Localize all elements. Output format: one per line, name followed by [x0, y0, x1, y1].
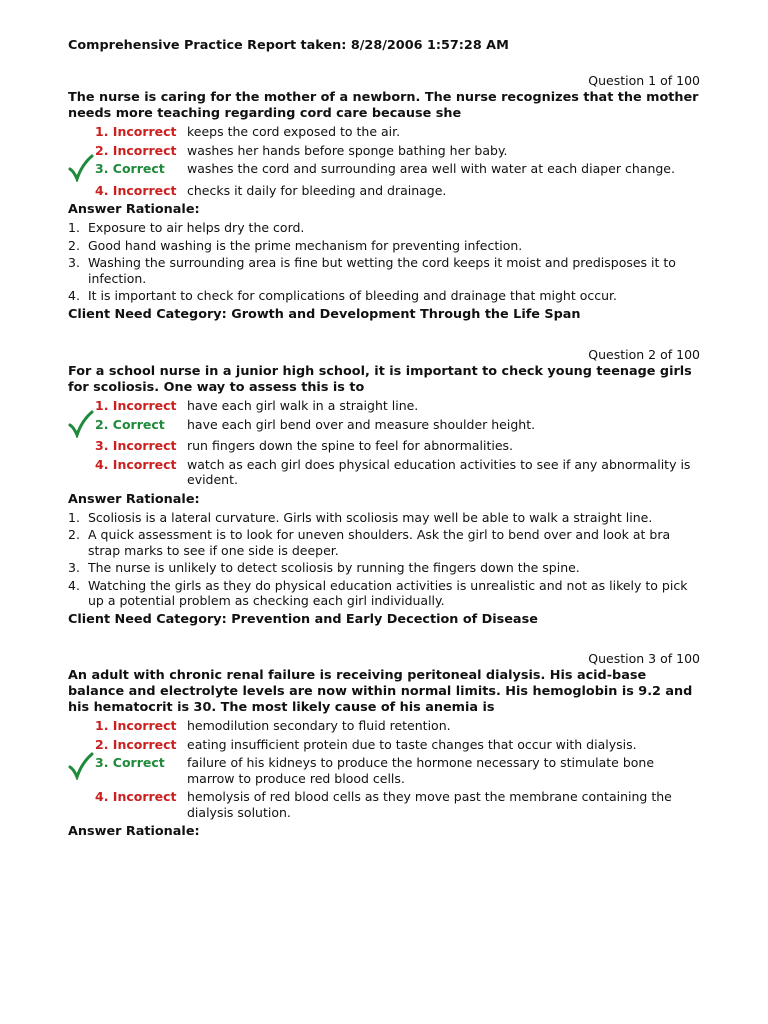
option-text: run fingers down the spine to feel for abnormalities. [187, 438, 514, 453]
rationale-number: 2. [68, 527, 80, 542]
answer-rationale-heading: Answer Rationale: [68, 491, 200, 507]
rationale-number: 3. [68, 560, 80, 575]
rationale-number: 4. [68, 577, 80, 593]
option-text: keeps the cord exposed to the air. [187, 124, 401, 139]
question-1 [68, 73, 700, 323]
rationale-text: Good hand washing is the prime mechanism for preventing infection. [88, 237, 523, 253]
rationale-item [68, 560, 700, 576]
option-text: checks it daily for bleeding and drainage. [187, 182, 447, 198]
report-title: Comprehensive Practice Report taken: 8/28/2006 1:57:28 AM [68, 38, 509, 53]
client-need-category: Client Need Category: Growth and Development Through the Life Span [68, 306, 581, 322]
answer-option [68, 124, 700, 140]
option-status-label: 2. Incorrect [95, 142, 177, 158]
question-number: Question 2 of 100 [588, 347, 700, 362]
rationale-text: The nurse is unlikely to detect scoliosis by running the fingers down the spine. [88, 560, 580, 575]
option-text: hemodilution secondary to fluid retention. [187, 718, 451, 733]
checkmark-icon [68, 752, 94, 780]
rationale-text: A quick assessment is to look for uneven shoulders. Ask the girl to bend over and look at bra strap marks to see if one side is deeper. [88, 527, 671, 558]
checkmark-icon [68, 154, 94, 182]
option-status-label: 3. Correct [95, 161, 165, 176]
option-status-label: 4. Incorrect [95, 456, 177, 472]
question-text: An adult with chronic renal failure is receiving peritoneal dialysis. His acid-base balance and electrolyte levels are now within normal limits. His hemoglobin is 9.2 and his hematocrit is 30. The most likely cause of his anemia is [68, 668, 693, 715]
answer-option [68, 457, 700, 488]
option-status-label: 3. Correct [95, 755, 165, 770]
client-need-category: Client Need Category: Prevention and Early Decection of Disease [68, 611, 538, 627]
rationale-item [68, 578, 700, 609]
rationale-text: Scoliosis is a lateral curvature. Girls with scoliosis may well be able to walk a straight line. [88, 509, 653, 525]
question-number: Question 1 of 100 [588, 73, 700, 88]
option-status-label: 4. Incorrect [95, 182, 177, 198]
option-status-label: 3. Incorrect [95, 438, 177, 453]
option-text: hemolysis of red blood cells as they move past the membrane containing the dialysis solution. [187, 789, 672, 820]
rationale-item [68, 238, 700, 254]
option-text: have each girl bend over and measure shoulder height. [187, 416, 536, 432]
option-text: have each girl walk in a straight line. [187, 398, 419, 413]
answer-option [68, 143, 700, 159]
rationale-item [68, 220, 700, 236]
rationale-number: 4. [68, 288, 80, 303]
rationale-text: It is important to check for complications of bleeding and drainage that might occur. [88, 288, 617, 303]
rationale-number: 1. [68, 509, 80, 525]
answer-option-correct [68, 161, 700, 177]
rationale-number: 2. [68, 237, 80, 253]
rationale-item [68, 527, 700, 558]
answer-option [68, 438, 700, 454]
answer-option [68, 183, 700, 199]
question-text: The nurse is caring for the mother of a newborn. The nurse recognizes that the mother needs more teaching regarding cord care because she [68, 90, 699, 121]
answer-rationale-heading: Answer Rationale: [68, 824, 200, 839]
option-status-label: 2. Correct [95, 416, 165, 432]
option-status-label: 2. Incorrect [95, 736, 177, 752]
option-status-label: 1. Incorrect [95, 718, 177, 733]
question-2 [68, 347, 700, 628]
rationale-list [68, 220, 700, 304]
answer-options [68, 718, 700, 820]
rationale-number: 1. [68, 220, 80, 235]
option-text: washes her hands before sponge bathing her baby. [187, 142, 508, 158]
rationale-number: 3. [68, 255, 80, 270]
answer-rationale-heading: Answer Rationale: [68, 202, 200, 217]
option-text: failure of his kidneys to produce the hormone necessary to stimulate bone marrow to produce red blood cells. [187, 755, 655, 786]
option-status-label: 1. Incorrect [95, 398, 177, 413]
option-text: eating insufficient protein due to taste changes that occur with dialysis. [187, 736, 637, 752]
option-status-label: 1. Incorrect [95, 124, 177, 139]
option-text: washes the cord and surrounding area well with water at each diaper change. [187, 161, 675, 176]
answer-option [68, 789, 700, 820]
answer-options [68, 124, 700, 198]
rationale-item [68, 255, 700, 286]
option-text: watch as each girl does physical education activities to see if any abnormality is evident. [187, 456, 691, 487]
checkmark-icon [68, 410, 94, 438]
question-text: For a school nurse in a junior high school, it is important to check young teenage girls for scoliosis. One way to assess this is to [68, 364, 692, 395]
answer-options [68, 398, 700, 488]
rationale-item [68, 510, 700, 526]
rationale-text: Exposure to air helps dry the cord. [88, 220, 305, 235]
answer-option [68, 398, 700, 414]
answer-option-correct [68, 755, 700, 786]
rationale-item [68, 288, 700, 304]
option-status-label: 4. Incorrect [95, 789, 177, 804]
rationale-text: Watching the girls as they do physical education activities is unrealistic and not as likely to pick up a potential problem as checking each girl individually. [88, 577, 688, 608]
question-3 [68, 651, 700, 840]
answer-option [68, 718, 700, 734]
question-number: Question 3 of 100 [588, 651, 700, 666]
rationale-list [68, 510, 700, 609]
rationale-text: Washing the surrounding area is fine but wetting the cord keeps it moist and predisposes it to infection. [88, 255, 676, 286]
answer-option-correct [68, 417, 700, 433]
answer-option [68, 737, 700, 753]
